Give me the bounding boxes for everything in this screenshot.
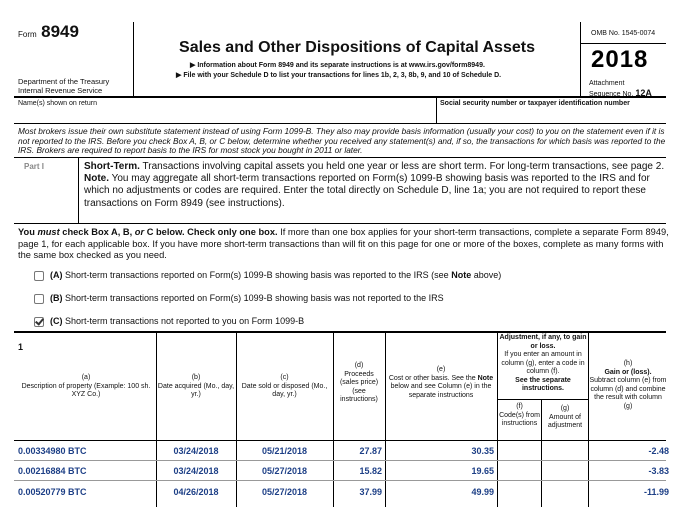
part-heading: Short-Term.	[84, 161, 140, 172]
form-title: Sales and Other Dispositions of Capital Assets	[179, 39, 535, 56]
name-label: Name(s) shown on return	[18, 100, 97, 107]
adjustment-header	[498, 334, 588, 394]
box-a-label	[50, 270, 501, 281]
row-1-acquired[interactable]: 03/24/2018	[173, 446, 219, 456]
row-3-cost[interactable]: 49.99	[471, 487, 494, 497]
box-b-label	[50, 293, 444, 304]
row-1-desc[interactable]: 0.00334980 BTC	[18, 446, 87, 456]
must-mid: check Box A, B,	[62, 227, 133, 237]
row-1-sold[interactable]: 05/21/2018	[261, 446, 308, 456]
row-2-gain[interactable]: -3.83	[648, 466, 669, 476]
adj-see: See the separate instructions.	[515, 376, 571, 392]
col-h-text: Subtract column (e) from column (d) and combine the result with column (g)	[589, 377, 667, 410]
col-b-letter: (b)	[191, 374, 201, 381]
col-g-header	[542, 405, 588, 431]
dept-line-2: Internal Revenue Service	[18, 86, 103, 95]
col-f-header	[498, 403, 541, 429]
box-b-letter: (B)	[50, 293, 63, 303]
row-1-cost[interactable]: 30.35	[471, 446, 494, 456]
box-a-letter: (A)	[50, 270, 63, 280]
box-c-checkbox[interactable]	[34, 317, 44, 327]
col-d-letter: (d)	[354, 362, 364, 369]
col-g-letter: (g)	[560, 405, 570, 412]
col-a-letter: (a)	[81, 374, 91, 381]
col-c-header	[237, 374, 332, 400]
col-d-text: Proceeds (sales price) (see instructions)	[339, 370, 379, 403]
col-g-text: Amount of adjustment	[547, 413, 583, 429]
sequence-number: 12A	[635, 87, 652, 98]
col-a-text: Description of property (Example: 100 sh. XYZ Co.)	[21, 382, 151, 398]
col-a-header	[18, 374, 154, 400]
box-a-checkbox[interactable]	[34, 271, 44, 281]
col-c-letter: (c)	[280, 374, 289, 381]
box-b-text: Short-term transactions reported on Form(s) 1099-B showing basis was not reported to the IRS	[65, 293, 444, 303]
row-3-acquired[interactable]: 04/26/2018	[173, 487, 219, 497]
info-line-2: ▶ File with your Schedule D to list your transactions for lines 1b, 2, 3, 8b, 9, and 10 of Schedule D.	[176, 72, 502, 79]
box-b-checkbox[interactable]	[34, 294, 44, 304]
must-check-text	[18, 227, 670, 262]
row-1-proceeds[interactable]: 27.87	[359, 446, 382, 456]
must-lead: You	[18, 227, 35, 237]
col-c-text: Date sold or disposed (Mo., day, yr.)	[241, 382, 328, 398]
note-label: Note.	[84, 173, 109, 185]
attachment-label: Attachment	[589, 80, 625, 87]
row-3-proceeds[interactable]: 37.99	[359, 487, 382, 497]
row-1-gain[interactable]: -2.48	[648, 446, 669, 456]
part-label: Part I	[24, 162, 45, 171]
col-e-text-1: Cost or other basis. See the	[388, 374, 476, 382]
sequence-label: Sequence No.	[589, 90, 634, 98]
row-2-sold[interactable]: 05/27/2018	[261, 466, 308, 476]
note-text: You may aggregate all short-term transactions reported on Form(s) 1099-B showing basis was reported to the IRS and for which no adjustments or codes are required. Enter the total directly on Schedule D, line 1a; you are not required to report these transactions on Form 8949 (see instructions).	[84, 173, 650, 209]
col-b-header	[157, 374, 235, 400]
box-c-label	[50, 316, 304, 327]
must-or: or	[134, 227, 145, 237]
dept-line-1: Department of the Treasury	[18, 77, 110, 86]
adj-head: Adjustment, if any, to gain or loss.	[499, 334, 587, 350]
form-number	[18, 22, 79, 42]
ssn-label: Social security number or taxpayer identification number	[440, 100, 630, 107]
row-3-desc[interactable]: 0.00520779 BTC	[18, 487, 87, 497]
row-2-desc[interactable]: 0.00216884 BTC	[18, 466, 87, 476]
col-f-letter: (f)	[516, 403, 523, 410]
col-h-title: Gain or (loss).	[604, 368, 652, 376]
part-description: Transactions involving capital assets you held one year or less are short term. For long-term transactions, see page 2.	[142, 161, 665, 172]
row-2-acquired[interactable]: 03/24/2018	[173, 466, 219, 476]
omb-number: OMB No. 1545-0074	[591, 30, 656, 37]
intro-text: Most brokers issue their own substitute statement instead of using Form 1099-B. They also may provide basis information (usually your cost) to you on the statement even if it is not reported to the IRS. Before you check Box A, B, or C below, determine whether you received any statement(s) and, if so, the transactions for which basis was reported to the IRS. Brokers are required to report basis to the IRS for most stock you bought in 2011 or later.	[18, 126, 666, 155]
col-e-letter: (e)	[436, 366, 446, 373]
part-text	[84, 161, 669, 210]
col-e-header	[386, 366, 496, 400]
form-number-value: 8949	[41, 22, 79, 41]
box-c-text: Short-term transactions not reported to you on Form 1099-B	[65, 316, 305, 326]
must-word: must	[37, 227, 60, 237]
col-h-letter: (h)	[623, 360, 633, 367]
box-a-text: Short-term transactions reported on Form(s) 1099-B showing basis was reported to the IRS (see	[65, 270, 449, 280]
box-c-letter: (C)	[50, 316, 63, 326]
col-h-header	[589, 360, 667, 411]
line-number: 1	[18, 342, 24, 352]
box-a-note: Note	[451, 270, 472, 280]
adj-body: If you enter an amount in column (g), enter a code in column (f).	[501, 351, 585, 375]
row-3-sold[interactable]: 05/27/2018	[261, 487, 308, 497]
row-2-cost[interactable]: 19.65	[471, 466, 494, 476]
col-e-text-2: below and see Column (e) in the separate instructions	[390, 383, 492, 399]
must-rest: C below. Check only one box.	[146, 227, 278, 237]
col-d-header	[334, 362, 384, 405]
col-f-text: Code(s) from instructions	[499, 411, 540, 427]
tax-year: 2018	[591, 46, 649, 73]
form-word: Form	[18, 30, 37, 39]
row-2-proceeds[interactable]: 15.82	[359, 466, 382, 476]
col-e-note: Note	[477, 374, 494, 382]
row-3-gain[interactable]: -11.99	[643, 487, 669, 497]
info-line-1: ▶ Information about Form 8949 and its separate instructions is at www.irs.gov/form8949.	[190, 62, 485, 69]
must-body: If more than one box applies for your short-term transactions, complete a separate Form 8949, page 1, for each applicable box. If you have more short-term transactions than will fit on this page for one or more of the boxes, complete as many forms with the same box checked as you need.	[18, 227, 669, 260]
box-a-tail: above)	[473, 270, 502, 280]
dept-treasury	[18, 77, 109, 95]
col-b-text: Date acquired (Mo., day, yr.)	[157, 382, 235, 398]
